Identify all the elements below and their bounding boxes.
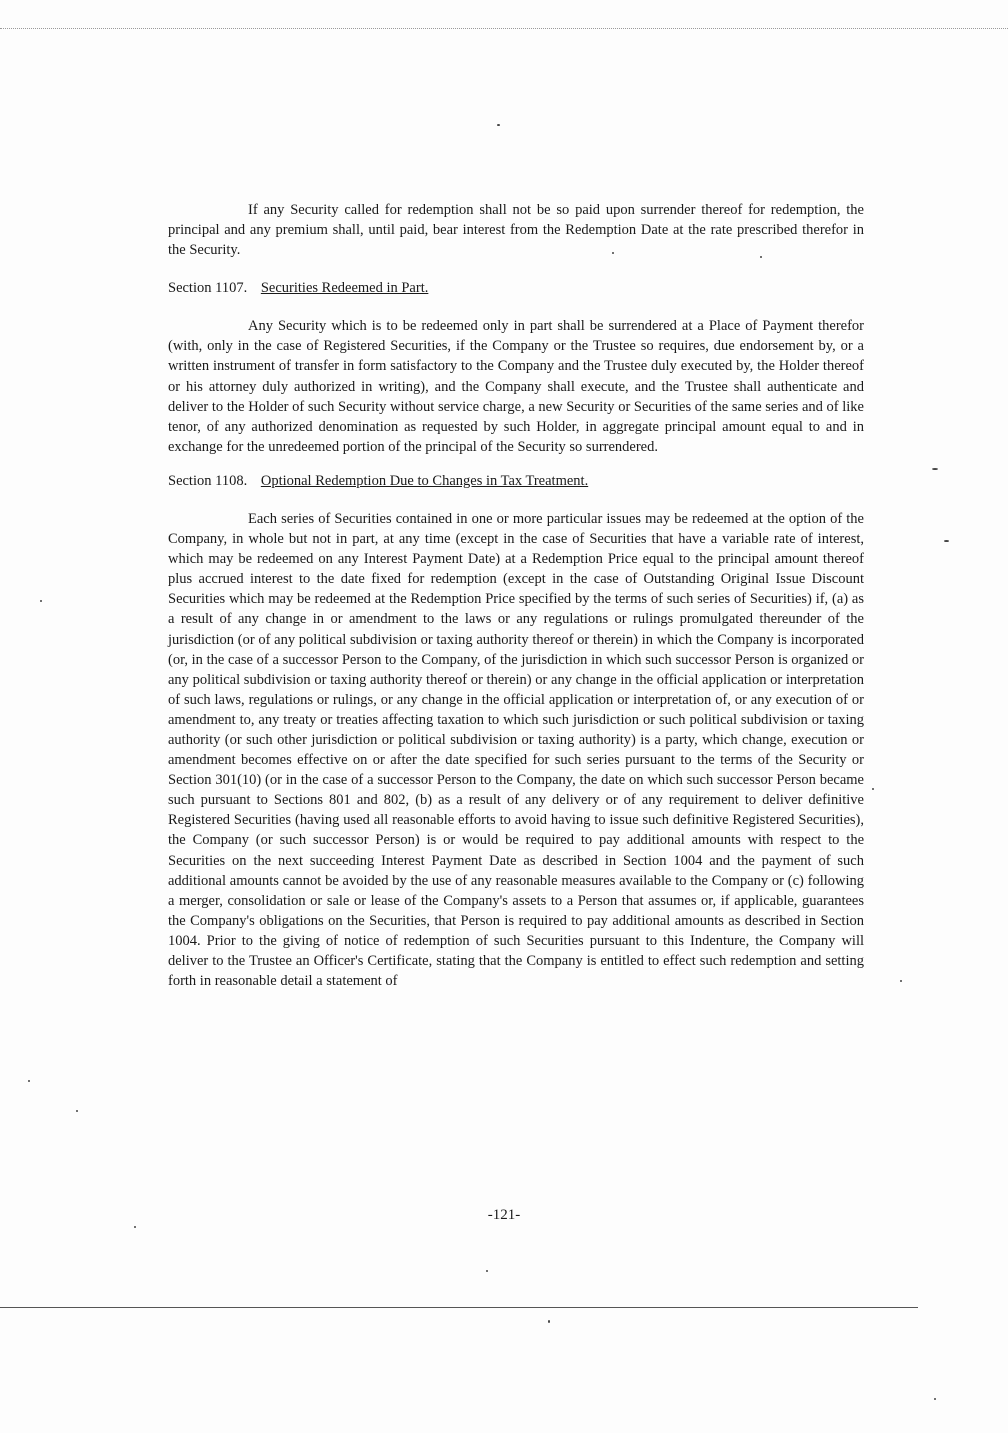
scan-speck xyxy=(486,1270,488,1272)
section-1108-heading xyxy=(168,471,864,491)
scan-noise-top xyxy=(0,28,1008,31)
section-1107-title: Securities Redeemed in Part. xyxy=(260,280,429,297)
page-number: -121- xyxy=(487,1207,521,1223)
scan-speck xyxy=(900,980,902,982)
scan-speck xyxy=(612,252,614,254)
paragraph-partial-redemption: Any Security which is to be redeemed only in part shall be surrendered at a Place of Payment therefor (with, only in the case of Registered Securities, if the Company or the Trustee so requires, due endorsement by, or a written instrument of transfer in form satisfactory to the Company and the Trustee duly executed by, the Holder thereof or his attorney duly authorized in writing), and the Company shall execute, and the Trustee shall authenticate and deliver to the Holder of such Security without service charge, a new Security or Securities of the same series and of like tenor, of any authorized denomination as requested by such Holder, in aggregate principal amount equal to and in exchange for the unredeemed portion of the principal of the Security so surrendered. xyxy=(168,318,864,455)
scan-speck xyxy=(76,1110,78,1112)
scan-speck xyxy=(134,1226,136,1228)
scan-speck xyxy=(932,468,938,470)
scan-speck xyxy=(40,600,42,602)
scan-speck xyxy=(548,1320,550,1323)
scan-speck xyxy=(497,124,500,126)
section-1108-title: Optional Redemption Due to Changes in Tax Treatment. xyxy=(260,472,589,489)
paragraph-redemption-interest: If any Security called for redemption shall not be so paid upon surrender thereof for redemption, the principal and any premium shall, until paid, bear interest from the Redemption Date at the rate prescribed therefor in the Security. xyxy=(168,202,864,259)
footer-rule xyxy=(0,1307,918,1308)
paragraph-tax-redemption: Each series of Securities contained in one or more particular issues may be redeemed at the option of the Company, in whole but not in part, at any time (except in the case of Securities that have a variable rate of interest, which may be redeemed on any Interest Payment Date) at a Redemption Price equal to the principal amount thereof plus accrued interest to the date fixed for redemption (except in the case of Outstanding Original Issue Discount Securities which may be redeemed at the Redemption Price specified by the terms of such series of Securities) if, (a) as a result of any change in or amendment to the laws or any regulations or rulings promulgated thereunder of the jurisdiction (or of any political subdivision or taxing authority thereof or therein) in which the Company is incorporated (or, in the case of a successor Person to the Company, of the jurisdiction in which such successor Person is organized or any political subdivision or taxing authority thereof or therein) or any change in the official application or interpretation of such laws, regulations or rulings, or any change in the official application or interpretation of, or any execution of or amendment to, any treaty or treaties affecting taxation to which such jurisdiction or such political subdivision or taxing authority (or such other jurisdiction or political subdivision or taxing authority) is a party, which change, execution or amendment becomes effective on or after the date specified for such series pursuant to the terms of the Security or Section 301(10) (or in the case of a successor Person to the Company, the date on which such successor Person became such pursuant to Sections 801 and 802, (b) as a result of any delivery or of any requirement to deliver definitive Registered Securities (having used all reasonable efforts to avoid having to issue such definitive Registered Securities), the Company (or such successor Person) is or would be required to pay additional amounts with respect to the Securities on the next succeeding Interest Payment Date as described in Section 1004 and the payment of such additional amounts cannot be avoided by the use of any reasonable measures available to the Company or (c) following a merger, consolidation or sale or lease of the Company's assets to a Person that assumes or, if applicable, guarantees the Company's obligations on the Securities, that Person is required to pay additional amounts as described in Section 1004. Prior to the giving of notice of redemption of such Securities pursuant to this Indenture, the Company will deliver to the Trustee an Officer's Certificate, stating that the Company is entitled to effect such redemption and setting forth in reasonable detail a statement of xyxy=(168,510,864,990)
section-1107-heading xyxy=(168,278,864,298)
scan-speck xyxy=(872,788,874,790)
scan-speck xyxy=(760,256,762,258)
scan-speck xyxy=(28,1080,30,1082)
document-body xyxy=(168,200,864,991)
scan-speck xyxy=(934,1398,936,1400)
section-1108-number: Section 1108. xyxy=(168,472,248,489)
section-1107-number: Section 1107. xyxy=(168,280,248,297)
scan-speck xyxy=(944,540,949,542)
